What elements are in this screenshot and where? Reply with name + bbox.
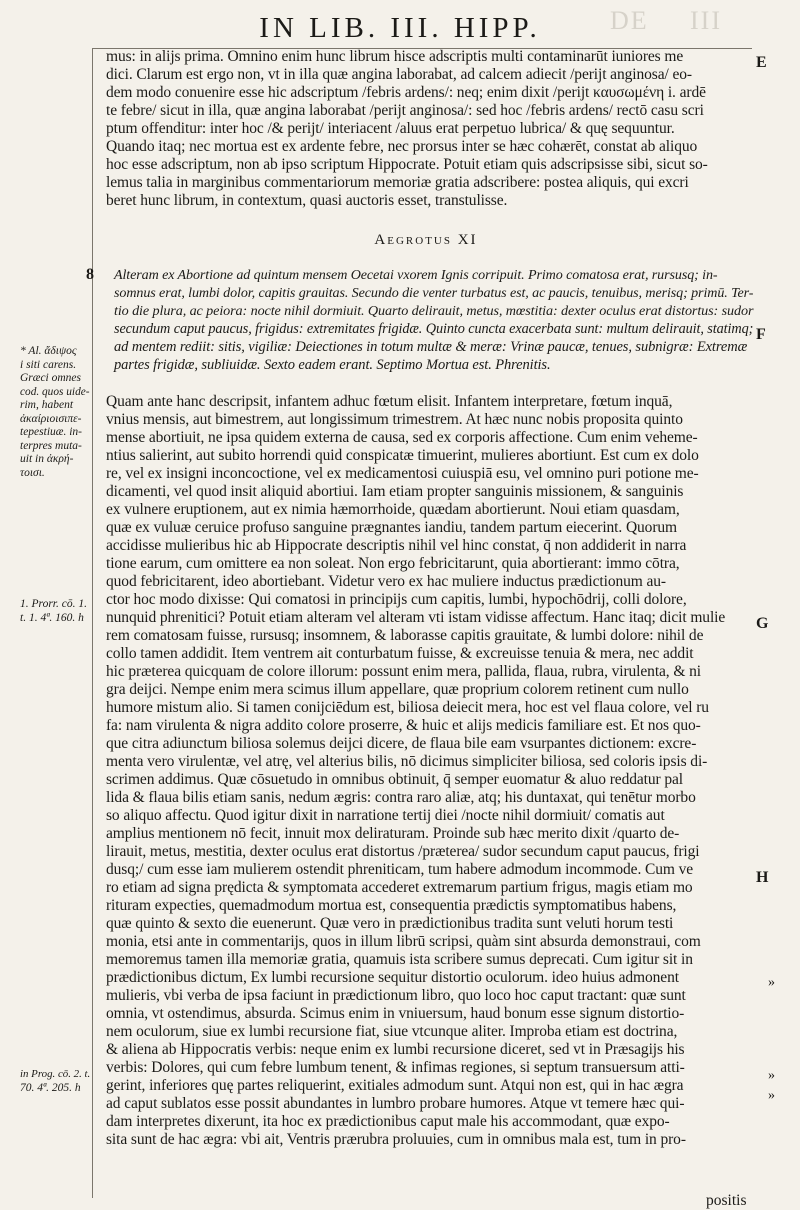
text-line: prædictionibus dictum, Ex lumbi recursione sequitur distortio oculorum. ideo huius admonent bbox=[106, 969, 679, 986]
text-line: rem comatosam fuisse, rursusq; insomnem, & laborasse capitis grauitate, & lumbi dolore: nihil de bbox=[106, 627, 704, 644]
text-line: ptum offenditur: inter hoc /& perijt/ interiacent /aluus erat perpetuo lubrica/ & quę sequuntur. bbox=[106, 120, 675, 137]
text-line: ad mentem rediit: sitis, vigiliæ: Deiectiones in totum multæ & meræ: Vrinæ paucæ, tenues, subnigræ: Extremæ bbox=[114, 339, 748, 355]
margin-note-line: Græci omnes bbox=[20, 372, 82, 384]
text-line: dici. Clarum est ergo non, vt in illa quæ angina laborabat, ad calcem adiecit /perijt anginosa/ eo- bbox=[106, 66, 692, 83]
margin-note-3 bbox=[20, 1068, 90, 1095]
margin-note-line: rim, habent bbox=[20, 399, 74, 411]
text-line: Alteram ex Abortione ad quintum mensem Oecetai vxorem Ignis corripuit. Primo comatosa erat, rursusq; in- bbox=[114, 267, 718, 283]
text-line: omnia, vt ostendimus, absurda. Scimus enim in vniuersum, haud bonum esse signum distortio- bbox=[106, 1005, 685, 1022]
text-line: gerint, inferiores quę partes reliquerint, exitiales admodum sunt. Atqui non est, qui in hac ægra bbox=[106, 1077, 684, 1094]
text-line: mense abortiuit, ne ipsa quidem externa de causa, sed ex corporis affectione. Cum enim veheme- bbox=[106, 429, 698, 446]
margin-note-line: cod. quos uide- bbox=[20, 385, 90, 398]
text-line: sita sunt de hac ægra: vbi ait, Ventris prærubra proluuies, cum in omnibus mala est, tum in pro- bbox=[106, 1131, 686, 1148]
case-number: 8 bbox=[86, 266, 94, 283]
text-line: te febre/ sicut in illa, quæ angina laborabat /perijt anginosa/: sed hoc /febris ardens/ rectō casu scri bbox=[106, 102, 704, 119]
margin-note-1 bbox=[20, 345, 90, 480]
bleed-through-right: III bbox=[690, 6, 722, 35]
text-line: dem modo conuenire esse hic adscriptum /febris ardens/: neq; enim dixit /perijt καυσωμένη i. ardē bbox=[106, 84, 706, 101]
margin-note-line: 1. Prorr. cō. 1. bbox=[20, 598, 87, 610]
margin-letter-f: F bbox=[756, 326, 766, 343]
margin-mark: » bbox=[768, 1088, 775, 1103]
paragraph-1 bbox=[106, 48, 708, 210]
margin-note-line: i siti carens. bbox=[20, 358, 77, 371]
text-line: dusq;/ cum esse iam mulierem ostendit phreniticam, tum habere admodum incommode. Cum ve bbox=[106, 861, 694, 878]
text-line: ctor hoc modo dixisse: Qui comatosi in principijs cum capitis, lumbi, hypochōdrij, colli dolore, bbox=[106, 591, 687, 608]
margin-letter-h: H bbox=[756, 869, 769, 886]
case-text bbox=[114, 266, 753, 374]
text-line: fa: nam virulenta & nigra addito colore proserre, & huic et alijs medicis familiare est. Et nos quo- bbox=[106, 717, 701, 734]
text-line: so aliquo affectu. Quod igitur dixit in narratione tertij diei /nocte nihil dormiuit/ comatis aut bbox=[106, 807, 665, 824]
text-line: gra deijci. Nempe enim mera scimus illum appellare, quæ proprium colorem retinent cum nullo bbox=[106, 681, 689, 698]
text-line: verbis: Dolores, qui cum febre lumbum tenent, & infimas regiones, si septum transuersum atti- bbox=[106, 1059, 685, 1076]
text-line: ntius salierint, aut subito horrendi quid conspicatæ timuerint, mulieres abortiunt. Est cum ex dolo bbox=[106, 447, 699, 464]
text-line: tione earum, cum omittere ea non soleat. Non ergo febricitarunt, quia abortierant: immo cōtra, bbox=[106, 555, 680, 572]
text-line: scrimen addimus. Quæ cōsuetudo in omnibus obtinuit, q̄ semper euomatur & aluo reddatur pal bbox=[106, 771, 683, 788]
text-line: secundum caput paucus, frigidus: extremitates frigidæ. Quinto cuncta exacerbata sunt: multum delirauit, statimq; bbox=[114, 321, 754, 337]
margin-note-line: tepestiuæ. in- bbox=[20, 426, 82, 438]
text-line: re, vel ex insigni inconcoctione, vel ex medicamentosi cuiuspiā esu, vel omnino puri potione me- bbox=[106, 465, 699, 482]
text-line: Quando itaq; nec mortua est ex ardente febre, nec prorsus inter se hæc cohærēt, constat ab aliquo bbox=[106, 138, 698, 155]
text-line: nunquid phrenitici? Potuit etiam alteram vel alteram vti istam vidisse affectum. Hanc itaq; dicit mulie bbox=[106, 609, 726, 626]
margin-rule-vertical bbox=[92, 48, 93, 1198]
running-head: IN LIB. III. HIPP. bbox=[259, 12, 541, 44]
text-line: partes frigidæ, subliuidæ. Sexto eadem erant. Septimo Mortua est. Phrenitis. bbox=[114, 357, 551, 373]
text-line: tio die plura, ac peiora: nocte nihil dormiuit. Quarto delirauit, metus, mœstitia: dexter oculus erat distortus: sudor bbox=[114, 303, 754, 319]
text-line: hoc esse adscriptum, non ab ipso scriptum Hippocrate. Potuit etiam quis adscripsisse sibi, sicut so- bbox=[106, 156, 708, 173]
section-heading: Aegrotus XI bbox=[374, 232, 478, 248]
text-line: vnius mensis, aut bimestrem, aut longissimum trimestrem. At hæc nunc nobis proposita quinto bbox=[106, 411, 683, 428]
margin-note-line: uit in ἀκρή- bbox=[20, 453, 74, 465]
text-line: quæ quinto & sexto die euenerunt. Quæ vero in prædictionibus tradita sunt veluti horum testi bbox=[106, 915, 674, 932]
text-line: beret hunc librum, in contextum, quasi auctoris esset, transtulisse. bbox=[106, 192, 508, 209]
text-line: lemus talia in marginibus commentariorum memoriæ gratia adscribere: postea aliquis, qui excri bbox=[106, 174, 689, 191]
text-line: rituram expecties, quemadmodum mortua est, consequentia prædictis symptomatibus habens, bbox=[106, 897, 677, 914]
margin-note-line: ἀκαίριοισιπε- bbox=[20, 412, 82, 425]
text-line: Quam ante hanc descripsit, infantem adhuc fœtum elisit. Infantem interpretare, fœtum inquā, bbox=[106, 393, 673, 410]
text-line: nem oculorum, siue ex lumbi recursione fiat, siue vtcunque aliter. Improba etiam est doctrina, bbox=[106, 1023, 678, 1040]
text-line: monia, etsi ante in commentarijs, quos in illum librū scripsi, quàm sint absurda demonstraui, com bbox=[106, 933, 701, 950]
text-line: hic præterea quicquam de colore illorum: possunt enim mera, pallida, flaua, rubra, virulenta, & ni bbox=[106, 663, 701, 680]
margin-mark: » bbox=[768, 1068, 775, 1083]
paragraph-3 bbox=[106, 393, 725, 1149]
text-line: quod febricitarent, ideo abortiebant. Videtur vero ex hac muliere inductus prædictionum au- bbox=[106, 573, 666, 590]
text-line: quæ ex vuluæ ceruice profuso sanguine prægnantes iandiu, tandem partum eiecerint. Quorum bbox=[106, 519, 678, 536]
text-line: mulieris, vbi verba de ipsa faciunt in prædictionum libro, quo loco hoc caput tractant: quæ sunt bbox=[106, 987, 686, 1004]
text-line: dicamenti, vel quod insit aliquid abortiui. Iam etiam propter sanguinis missionem, & sanguinis bbox=[106, 483, 684, 500]
text-line: dam interpretes dixerunt, ita hoc ex prædictionibus caput male his accommodant, quæ expo- bbox=[106, 1113, 670, 1130]
text-line: lirauit, metus, mestitia, dexter oculus erat distortus /præterea/ sudor secundum caput paucus, frigi bbox=[106, 843, 700, 860]
margin-letter-e: E bbox=[756, 54, 767, 71]
margin-letter-g: G bbox=[756, 615, 769, 632]
text-line: mus: in alijs prima. Omnino enim hunc librum hisce adscriptis multi contaminarūt iuniores me bbox=[106, 48, 684, 65]
margin-mark: » bbox=[768, 975, 775, 990]
margin-note-line: t. 1. 4ª. 160. h bbox=[20, 611, 84, 624]
text-line: que citra adiunctum biliosa solemus deijci dicere, de flaua bile eam vsurpantes dictionem: excre- bbox=[106, 735, 697, 752]
text-line: somnus erat, lumbi dolor, capitis grauitas. Secundo die venter turbatus est, ac paucis, tenuibus, merisq; primū. Ter- bbox=[114, 285, 754, 301]
margin-note-line: terpres muta- bbox=[20, 439, 82, 452]
margin-note-2 bbox=[20, 598, 90, 625]
text-line: ex vulnere eruptionem, aut ex nimia hæmorrhoide, quædam abortierunt. Noui etiam quasdam, bbox=[106, 501, 680, 518]
text-line: amplius mentionem nō fecit, innuit mox deliraturam. Proinde sub hæc merito dixit /quarto de- bbox=[106, 825, 680, 842]
text-line: menta vero virulentæ, vel atrę, vel alterius bilis, nō dicimus simpliciter biliosa, sed coloris ipsis di- bbox=[106, 753, 708, 770]
bleed-through-left: DE bbox=[610, 6, 649, 35]
text-line: ad caput sublatos esse possit abundantes in lumbro probare humores. Atque vt temere hæc qui- bbox=[106, 1095, 685, 1112]
text-line: memoremus tamen illa memoriæ gratia, quamuis ista scribere sumus deprecati. Cum igitur sit in bbox=[106, 951, 693, 968]
catchword: positis bbox=[706, 1192, 747, 1209]
text-line: humore mistum alio. Si tamen conijciēdum est, biliosa deiecit mera, hoc est vel flaua colore, vel ru bbox=[106, 699, 709, 716]
margin-note-line: τοισι. bbox=[20, 466, 45, 479]
margin-note-line: in Prog. cō. 2. t. bbox=[20, 1068, 91, 1080]
text-line: lida & flaua bilis etiam sanis, nedum ægris: contra raro aliæ, atq; his duntaxat, qui tenētur morbo bbox=[106, 789, 696, 806]
text-line: collo tamen addidit. Item ventrem ait conturbatum fuisse, & excreuisse tenuia & mera, nec addit bbox=[106, 645, 694, 662]
text-line: accidisse mulieribus hic ab Hippocrate descriptis nihil vel hinc constat, q̄ non addiderit in narra bbox=[106, 537, 687, 554]
margin-note-line: * Al. ἄδιψος bbox=[20, 345, 77, 357]
text-line: & aliena ab Hippocratis verbis: neque enim ex lumbi recursione diceret, sed vt in Præsagijs his bbox=[106, 1041, 685, 1058]
margin-note-line: 70. 4ª. 205. h bbox=[20, 1081, 81, 1094]
text-line: ro etiam ad signa prędicta & symptomata accederet extremarum partium frigus, magis etiam mo bbox=[106, 879, 693, 896]
